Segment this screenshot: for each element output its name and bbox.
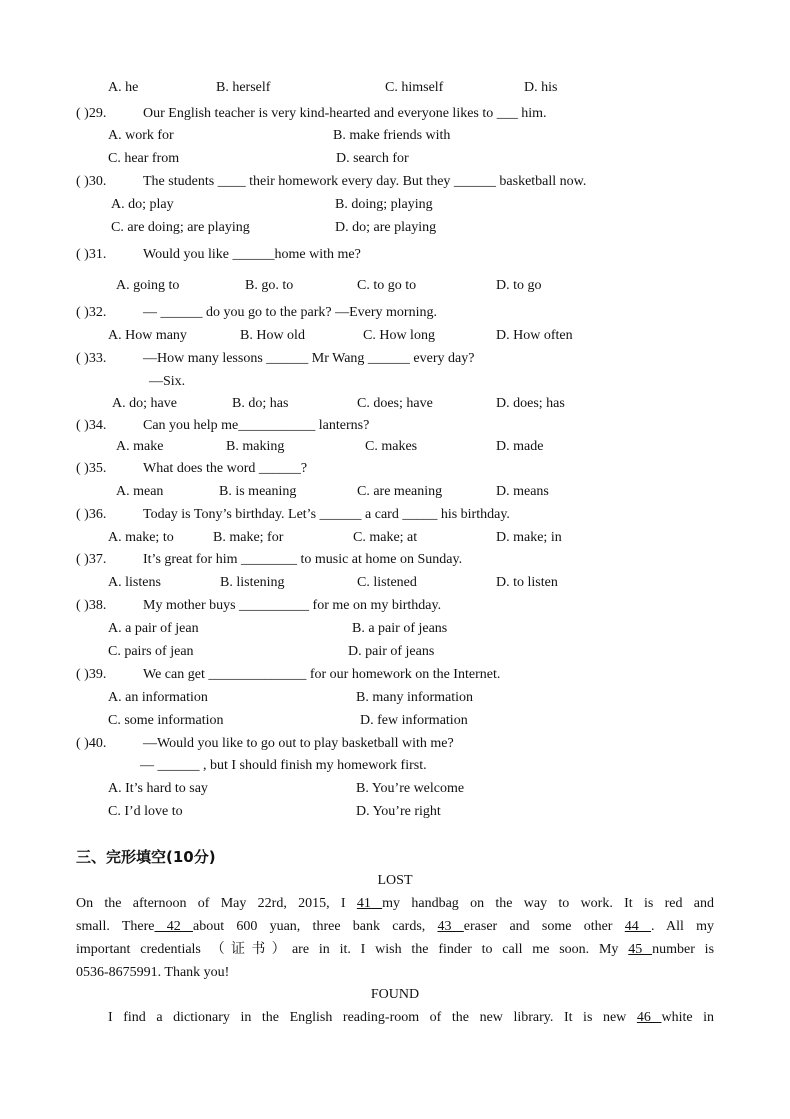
question-number: ( )36. [76, 507, 107, 522]
option-d: D. means [496, 484, 549, 499]
option-c: C. does; have [357, 396, 433, 411]
question-number: ( )35. [76, 461, 107, 476]
option-a: A. make; to [108, 530, 174, 545]
passage-line: important credentials （证书）are in it. I wish the finder to call me soon. My 45 number is [76, 942, 715, 957]
q28-option-a: A. he [108, 80, 139, 95]
option-b: B. make friends with [333, 128, 451, 143]
passage-line: small. There 42 about 600 yuan, three bank cards, 43 eraser and some other 44 . All my [76, 919, 714, 934]
blank-42: 42 [154, 919, 193, 934]
lost-heading: LOST [377, 873, 413, 888]
question-stem: Would you like ______home with me? [143, 247, 361, 262]
option-c: C. some information [108, 713, 224, 728]
q28-option-b: B. herself [216, 80, 271, 95]
option-d: D. does; has [496, 396, 565, 411]
option-c: C. makes [365, 439, 418, 454]
option-a: A. make [116, 439, 164, 454]
option-c: C. I’d love to [108, 804, 183, 819]
question-number: ( )37. [76, 552, 107, 567]
question-number: ( )30. [76, 174, 107, 189]
question-number: ( )33. [76, 351, 107, 366]
option-b: B. do; has [232, 396, 289, 411]
option-a: A. a pair of jean [108, 621, 199, 636]
option-c: C. How long [363, 328, 435, 343]
question-stem: We can get ______________ for our homework on the Internet. [143, 667, 501, 682]
question-number: ( )31. [76, 247, 107, 262]
option-a: A. How many [108, 328, 187, 343]
question-stem: —How many lessons ______ Mr Wang ______ every day? [143, 351, 475, 366]
option-d: D. search for [336, 151, 409, 166]
option-b: B. doing; playing [335, 197, 433, 212]
question-reply: —Six. [149, 374, 186, 389]
option-d: D. You’re right [356, 804, 441, 819]
passage-line: On the afternoon of May 22rd, 2015, I 41 my handbag on the way to work. It is red and [76, 896, 715, 911]
option-d: D. made [496, 439, 544, 454]
question-stem: Our English teacher is very kind-hearted and everyone likes to ___ him. [143, 106, 547, 121]
question-number: ( )34. [76, 418, 107, 433]
found-heading: FOUND [370, 987, 420, 1002]
option-b: B. many information [356, 690, 474, 705]
question-reply: — ______ , but I should finish my homework first. [140, 758, 427, 773]
option-a: A. It’s hard to say [108, 781, 208, 796]
option-d: D. pair of jeans [348, 644, 435, 659]
option-b: B. You’re welcome [356, 781, 465, 796]
option-a: A. listens [108, 575, 161, 590]
question-stem: What does the word ______? [143, 461, 308, 476]
option-c: C. are doing; are playing [111, 220, 250, 235]
option-c: C. to go to [357, 278, 417, 293]
question-stem: It’s great for him ________ to music at home on Sunday. [143, 552, 463, 567]
option-b: B. a pair of jeans [352, 621, 448, 636]
passage-line: 0536-8675991. Thank you! [76, 965, 230, 980]
option-d: D. few information [360, 713, 468, 728]
option-a: A. an information [108, 690, 208, 705]
question-number: ( )32. [76, 305, 107, 320]
option-a: A. do; play [111, 197, 174, 212]
blank-41: 41 [356, 896, 383, 911]
option-a: A. going to [116, 278, 180, 293]
option-a: A. mean [116, 484, 164, 499]
option-d: D. to go [496, 278, 542, 293]
option-a: A. work for [108, 128, 174, 143]
question-stem: —Would you like to go out to play basketball with me? [143, 736, 454, 751]
blank-46: 46 [636, 1010, 662, 1025]
option-c: C. pairs of jean [108, 644, 194, 659]
question-stem: Can you help me___________ lanterns? [143, 418, 370, 433]
option-d: D. to listen [496, 575, 558, 590]
option-b: B. go. to [245, 278, 294, 293]
q28-option-c: C. himself [385, 80, 444, 95]
question-stem: The students ____ their homework every day. But they ______ basketball now. [143, 174, 587, 189]
blank-43: 43 [437, 919, 464, 934]
question-number: ( )29. [76, 106, 107, 121]
q28-option-d: D. his [524, 80, 558, 95]
option-b: B. How old [240, 328, 305, 343]
option-c: C. hear from [108, 151, 180, 166]
option-a: A. do; have [112, 396, 177, 411]
option-b: B. make; for [213, 530, 284, 545]
blank-44: 44 [624, 919, 651, 934]
option-c: C. listened [357, 575, 417, 590]
question-number: ( )38. [76, 598, 107, 613]
section-title: 三、完形填空(10分) [76, 848, 216, 866]
question-stem: Today is Tony’s birthday. Let’s ______ a card _____ his birthday. [143, 507, 510, 522]
question-stem: — ______ do you go to the park? —Every morning. [143, 305, 437, 320]
option-d: D. How often [496, 328, 573, 343]
option-d: D. do; are playing [335, 220, 437, 235]
option-b: B. is meaning [219, 484, 297, 499]
option-d: D. make; in [496, 530, 562, 545]
blank-45: 45 [628, 942, 653, 957]
passage-line: I find a dictionary in the English reading-room of the new library. It is new 46 white in [108, 1010, 715, 1025]
question-stem: My mother buys __________ for me on my birthday. [143, 598, 442, 613]
question-number: ( )40. [76, 736, 107, 751]
question-number: ( )39. [76, 667, 107, 682]
option-c: C. are meaning [357, 484, 443, 499]
option-c: C. make; at [353, 530, 418, 545]
option-b: B. making [226, 439, 285, 454]
option-b: B. listening [220, 575, 285, 590]
